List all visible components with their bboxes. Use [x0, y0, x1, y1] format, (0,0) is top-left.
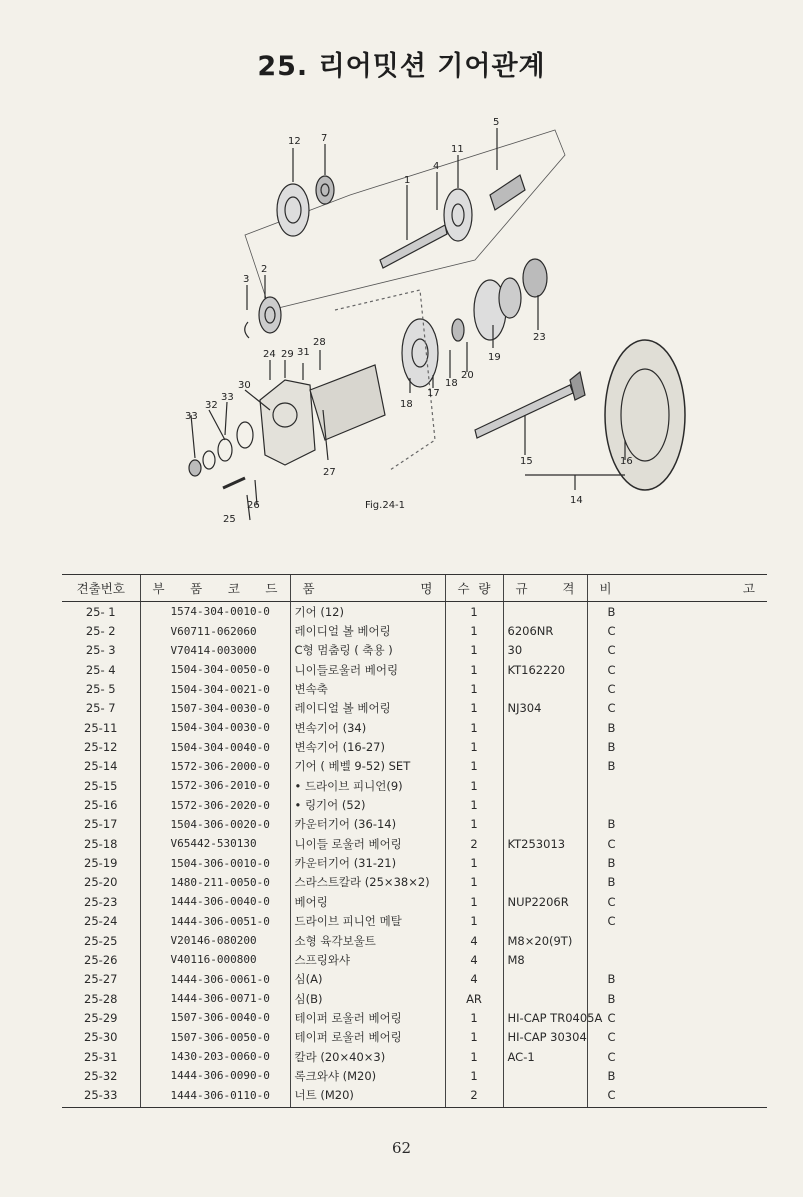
ref-no-cell: 25-18 — [84, 836, 118, 851]
table-row — [62, 873, 767, 892]
spec-cell: KT253013 — [503, 834, 587, 853]
callout-label: 31 — [297, 347, 310, 358]
remarks-cell: C — [587, 621, 767, 640]
part-name-cell: 너트 (M20) — [290, 1086, 445, 1108]
remarks-cell: C — [587, 1028, 767, 1047]
callout-label: 28 — [313, 337, 326, 348]
remarks-cell: C — [587, 660, 767, 679]
callout-label: 1 — [404, 175, 411, 186]
part-code-cell: 1504-306-0010-0 — [140, 853, 290, 872]
remarks-cell — [587, 776, 767, 795]
quantity-cell: 4 — [445, 970, 503, 989]
ref-no-cell: 25-27 — [84, 972, 118, 987]
part-code-cell: 1504-304-0050-0 — [140, 660, 290, 679]
table-row — [62, 602, 767, 622]
spec-cell: M8 — [503, 950, 587, 969]
remarks-cell: B — [587, 737, 767, 756]
spec-cell: M8×20(9T) — [503, 931, 587, 950]
spec-cell — [503, 989, 587, 1008]
spec-cell — [503, 757, 587, 776]
callout-label: 4 — [433, 161, 440, 172]
column-header-spec: 규 격 — [503, 575, 587, 602]
spec-cell — [503, 737, 587, 756]
callout-label: 24 — [263, 349, 276, 360]
part-code-cell: 1444-306-0090-0 — [140, 1066, 290, 1085]
spec-cell: NJ304 — [503, 699, 587, 718]
spec-cell — [503, 853, 587, 872]
part-code-cell: 1444-306-0061-0 — [140, 970, 290, 989]
exploded-parts-diagram — [175, 110, 655, 530]
part-name-cell: 니이들 로울러 베어링 — [290, 834, 445, 853]
quantity-cell: 1 — [445, 718, 503, 737]
part-name-cell: 칼라 (20×40×3) — [290, 1047, 445, 1066]
callout-label: 16 — [620, 456, 633, 467]
column-header-ref-no: 견출번호 — [62, 575, 140, 602]
remarks-cell: B — [587, 853, 767, 872]
callout-label: 32 — [205, 400, 218, 411]
quantity-cell: 1 — [445, 621, 503, 640]
callout-label: 11 — [451, 144, 464, 155]
part-name-cell: 베어링 — [290, 892, 445, 911]
quantity-cell: 1 — [445, 602, 503, 622]
part-name-cell: 변속축 — [290, 679, 445, 698]
table-row — [62, 1028, 767, 1047]
quantity-cell: 2 — [445, 1086, 503, 1108]
callout-label: 5 — [493, 117, 500, 128]
table-row — [62, 931, 767, 950]
ref-no-cell: 25-15 — [84, 778, 118, 793]
part-name-cell: 록크와샤 (M20) — [290, 1066, 445, 1085]
ref-no-cell: 25-19 — [84, 856, 118, 871]
table-row — [62, 834, 767, 853]
quantity-cell: 1 — [445, 641, 503, 660]
ref-no-cell: 25-25 — [84, 933, 118, 948]
column-header-part-code: 부 품 코 드 — [140, 575, 290, 602]
quantity-cell: 1 — [445, 699, 503, 718]
quantity-cell: 1 — [445, 1047, 503, 1066]
callout-label: 2 — [261, 264, 268, 275]
quantity-cell: 1 — [445, 1028, 503, 1047]
parts-table — [62, 574, 767, 1108]
quantity-cell: 1 — [445, 679, 503, 698]
part-code-cell: 1430-203-0060-0 — [140, 1047, 290, 1066]
table-row — [62, 970, 767, 989]
callout-label: 25 — [223, 514, 236, 525]
table-row — [62, 950, 767, 969]
figure-label: Fig.24-1 — [365, 500, 406, 511]
part-code-cell: 1507-306-0040-0 — [140, 1008, 290, 1027]
part-name-cell: 테이퍼 로울러 베어링 — [290, 1028, 445, 1047]
ref-no-cell: 25-31 — [84, 1049, 118, 1064]
parts-table-header — [62, 575, 767, 602]
quantity-cell: 1 — [445, 912, 503, 931]
ref-no-cell: 25-12 — [84, 740, 118, 755]
part-name-cell: 심(A) — [290, 970, 445, 989]
spec-cell — [503, 912, 587, 931]
callout-label: 14 — [570, 495, 583, 506]
part-code-cell: 1444-306-0051-0 — [140, 912, 290, 931]
part-code-cell: 1444-306-0040-0 — [140, 892, 290, 911]
part-name-cell: 심(B) — [290, 989, 445, 1008]
remarks-cell — [587, 950, 767, 969]
part-code-cell: V70414-003000 — [140, 641, 290, 660]
diagram-callouts — [185, 117, 633, 525]
spec-cell: 6206NR — [503, 621, 587, 640]
ref-no-cell: 25-20 — [84, 875, 118, 890]
table-row — [62, 892, 767, 911]
ref-no-cell: 25-16 — [84, 798, 118, 813]
quantity-cell: 1 — [445, 776, 503, 795]
spec-cell — [503, 679, 587, 698]
spec-cell — [503, 602, 587, 622]
ref-no-cell: 25- 3 — [85, 643, 116, 658]
quantity-cell: 2 — [445, 834, 503, 853]
part-code-cell: 1572-306-2020-0 — [140, 795, 290, 814]
quantity-cell: 1 — [445, 815, 503, 834]
callout-label: 33 — [185, 411, 198, 422]
remarks-cell: B — [587, 718, 767, 737]
ref-no-cell: 25-32 — [84, 1068, 118, 1083]
remarks-cell: C — [587, 1086, 767, 1108]
callout-label: 29 — [281, 349, 294, 360]
part-code-cell: 1504-304-0040-0 — [140, 737, 290, 756]
callout-label: 18 — [400, 399, 413, 410]
spec-cell — [503, 1066, 587, 1085]
part-name-cell: 스라스트칼라 (25×38×2) — [290, 873, 445, 892]
remarks-cell: B — [587, 970, 767, 989]
remarks-cell: C — [587, 1008, 767, 1027]
callout-label: 15 — [520, 456, 533, 467]
callout-label: 12 — [288, 136, 301, 147]
callout-label: 7 — [321, 133, 328, 144]
part-code-cell: 1444-306-0110-0 — [140, 1086, 290, 1108]
remarks-cell: B — [587, 602, 767, 622]
part-code-cell: 1507-306-0050-0 — [140, 1028, 290, 1047]
remarks-cell: B — [587, 873, 767, 892]
spec-cell — [503, 970, 587, 989]
callout-label: 27 — [323, 467, 336, 478]
diagram-svg — [175, 110, 655, 530]
table-row — [62, 853, 767, 872]
table-row — [62, 621, 767, 640]
part-code-cell: 1574-304-0010-0 — [140, 602, 290, 622]
remarks-cell: B — [587, 815, 767, 834]
part-name-cell: 레이디얼 볼 베어링 — [290, 621, 445, 640]
remarks-cell: C — [587, 834, 767, 853]
table-row — [62, 776, 767, 795]
part-name-cell: 소형 육각보울트 — [290, 931, 445, 950]
table-row — [62, 1066, 767, 1085]
table-row — [62, 757, 767, 776]
part-name-cell: 기어 (12) — [290, 602, 445, 622]
part-code-cell: V40116-000800 — [140, 950, 290, 969]
table-row — [62, 718, 767, 737]
callout-label: 26 — [247, 500, 260, 511]
part-code-cell: 1507-304-0030-0 — [140, 699, 290, 718]
quantity-cell: 1 — [445, 892, 503, 911]
ref-no-cell: 25-33 — [62, 1086, 140, 1108]
spec-cell: AC-1 — [503, 1047, 587, 1066]
part-code-cell: 1572-306-2010-0 — [140, 776, 290, 795]
ref-no-cell: 25-14 — [84, 759, 118, 774]
column-header-remarks: 비 고 — [587, 575, 767, 602]
quantity-cell: 1 — [445, 1008, 503, 1027]
callout-label: 3 — [243, 274, 250, 285]
quantity-cell: 1 — [445, 873, 503, 892]
table-row — [62, 679, 767, 698]
part-name-cell: 테이퍼 로울러 베어링 — [290, 1008, 445, 1027]
part-name-cell: 드라이브 피니언 메탈 — [290, 912, 445, 931]
spec-cell: 30 — [503, 641, 587, 660]
part-code-cell: V60711-062060 — [140, 621, 290, 640]
table-row — [62, 912, 767, 931]
remarks-cell: C — [587, 892, 767, 911]
part-name-cell: 변속기어 (16-27) — [290, 737, 445, 756]
table-row — [62, 1008, 767, 1027]
table-row — [62, 795, 767, 814]
ref-no-cell: 25-30 — [84, 1030, 118, 1045]
parts-table-body — [62, 602, 767, 1108]
remarks-cell: C — [587, 641, 767, 660]
remarks-cell: C — [587, 1047, 767, 1066]
part-name-cell: 레이디얼 볼 베어링 — [290, 699, 445, 718]
spec-cell: HI-CAP TR0405A — [503, 1008, 587, 1027]
table-row — [62, 699, 767, 718]
table-row — [62, 989, 767, 1008]
remarks-cell: B — [587, 989, 767, 1008]
ref-no-cell: 25-24 — [84, 914, 118, 929]
ref-no-cell: 25-28 — [84, 991, 118, 1006]
ref-no-cell: 25- 5 — [85, 682, 116, 697]
table-row — [62, 737, 767, 756]
quantity-cell: 1 — [445, 757, 503, 776]
ref-no-cell: 25-23 — [84, 894, 118, 909]
quantity-cell: 1 — [445, 660, 503, 679]
quantity-cell: 1 — [445, 737, 503, 756]
callout-label: 18 — [445, 378, 458, 389]
page-title: 25. 리어밋션 기어관계 — [257, 51, 546, 82]
remarks-cell: C — [587, 679, 767, 698]
spec-cell — [503, 815, 587, 834]
quantity-cell: 1 — [445, 853, 503, 872]
callout-label: 30 — [238, 380, 251, 391]
spec-cell: KT162220 — [503, 660, 587, 679]
callout-label: 17 — [427, 388, 440, 399]
part-code-cell: 1504-304-0030-0 — [140, 718, 290, 737]
ref-no-cell: 25-11 — [84, 720, 118, 735]
part-name-cell: 변속기어 (34) — [290, 718, 445, 737]
part-name-cell: 니이들로울러 베어링 — [290, 660, 445, 679]
spec-cell — [503, 1086, 587, 1108]
quantity-cell: 4 — [445, 931, 503, 950]
remarks-cell — [587, 795, 767, 814]
part-code-cell: 1504-306-0020-0 — [140, 815, 290, 834]
ref-no-cell: 25-29 — [84, 1010, 118, 1025]
ref-no-cell: 25- 2 — [85, 624, 116, 639]
part-name-cell: 카운터기어 (31-21) — [290, 853, 445, 872]
quantity-cell: 1 — [445, 795, 503, 814]
quantity-cell: 4 — [445, 950, 503, 969]
part-name-cell: C형 멈춤링 ( 축용 ) — [290, 641, 445, 660]
remarks-cell: C — [587, 912, 767, 931]
table-row — [62, 1086, 767, 1108]
part-name-cell: 기어 ( 베벨 9-52) SET — [290, 757, 445, 776]
ref-no-cell: 25- 4 — [85, 662, 116, 677]
part-code-cell: 1572-306-2000-0 — [140, 757, 290, 776]
ref-no-cell: 25-26 — [84, 952, 118, 967]
table-row — [62, 815, 767, 834]
spec-cell — [503, 873, 587, 892]
spec-cell: HI-CAP 30304 — [503, 1028, 587, 1047]
callout-label: 33 — [221, 392, 234, 403]
remarks-cell: B — [587, 757, 767, 776]
table-row — [62, 1047, 767, 1066]
quantity-cell: 1 — [445, 1066, 503, 1085]
remarks-cell: B — [587, 1066, 767, 1085]
part-name-cell: 스프링와샤 — [290, 950, 445, 969]
callout-label: 20 — [461, 370, 474, 381]
table-row — [62, 660, 767, 679]
callout-label: 23 — [533, 332, 546, 343]
callout-label: 19 — [488, 352, 501, 363]
part-code-cell: V65442-530130 — [140, 834, 290, 853]
column-header-quantity: 수 량 — [445, 575, 503, 602]
column-header-part-name: 품 명 — [290, 575, 445, 602]
part-code-cell: 1444-306-0071-0 — [140, 989, 290, 1008]
spec-cell — [503, 718, 587, 737]
table-row — [62, 641, 767, 660]
remarks-cell — [587, 931, 767, 950]
ref-no-cell: 25-17 — [84, 817, 118, 832]
spec-cell: NUP2206R — [503, 892, 587, 911]
part-name-cell: 카운터기어 (36-14) — [290, 815, 445, 834]
part-code-cell: V20146-080200 — [140, 931, 290, 950]
part-name-cell: • 드라이브 피니언(9) — [290, 776, 445, 795]
part-code-cell: 1480-211-0050-0 — [140, 873, 290, 892]
spec-cell — [503, 776, 587, 795]
quantity-cell: AR — [445, 989, 503, 1008]
page-number: 62 — [391, 1139, 412, 1157]
part-name-cell: • 링기어 (52) — [290, 795, 445, 814]
spec-cell — [503, 795, 587, 814]
part-code-cell: 1504-304-0021-0 — [140, 679, 290, 698]
ref-no-cell: 25- 1 — [85, 604, 116, 619]
ref-no-cell: 25- 7 — [85, 701, 116, 716]
remarks-cell: C — [587, 699, 767, 718]
